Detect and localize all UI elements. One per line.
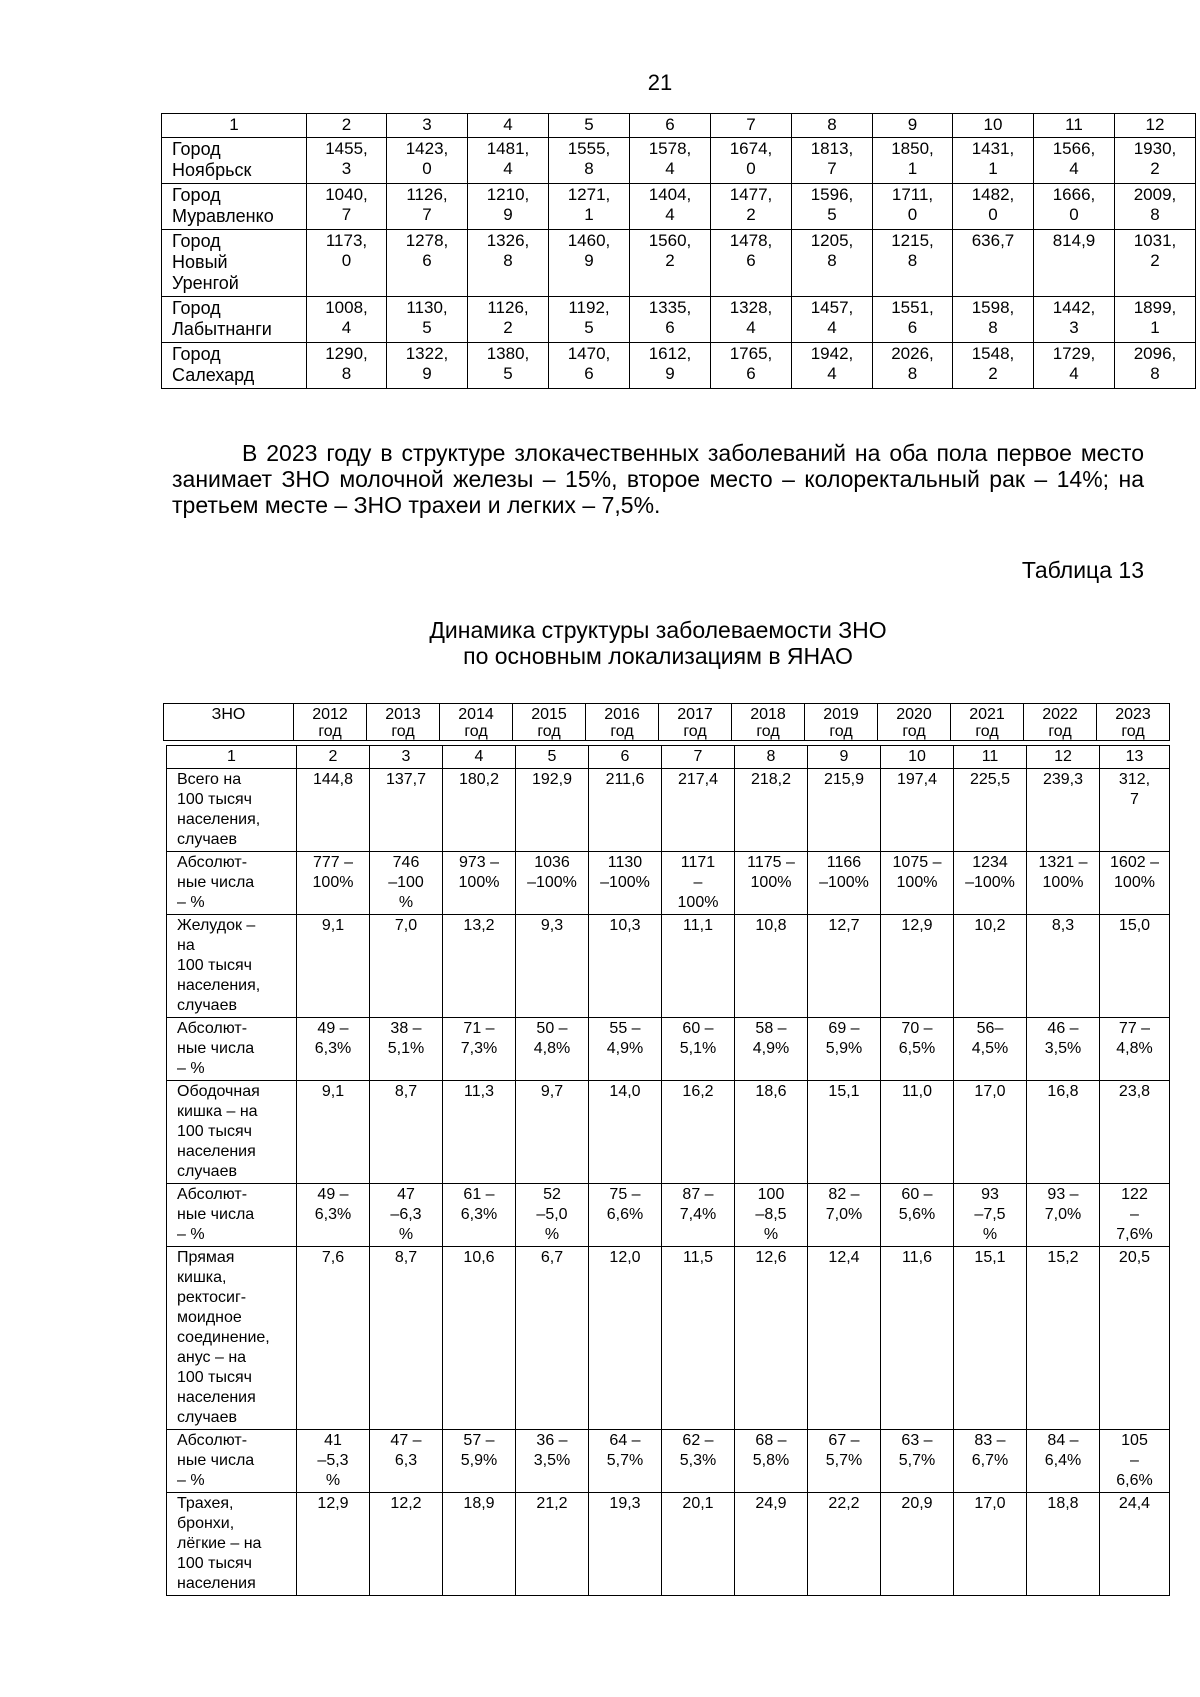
value-cell: 1457, 4 bbox=[792, 297, 873, 343]
value-cell: 8,7 bbox=[370, 1081, 443, 1184]
value-cell: 1166 –100% bbox=[808, 852, 881, 915]
value-cell: 1711, 0 bbox=[873, 184, 953, 230]
table-header-row bbox=[164, 704, 1170, 741]
column-number-cell: 11 bbox=[954, 746, 1027, 769]
table-row bbox=[162, 343, 1196, 389]
value-cell: 49 – 6,3% bbox=[297, 1018, 370, 1081]
column-number-cell: 13 bbox=[1100, 746, 1170, 769]
value-cell: 1460, 9 bbox=[549, 230, 630, 297]
value-cell: 215,9 bbox=[808, 769, 881, 852]
value-cell: 46 – 3,5% bbox=[1027, 1018, 1100, 1081]
value-cell: 24,4 bbox=[1100, 1493, 1170, 1596]
table-row bbox=[167, 852, 1170, 915]
value-cell: 2026, 8 bbox=[873, 343, 953, 389]
value-cell: 1765, 6 bbox=[711, 343, 792, 389]
value-cell: 1674, 0 bbox=[711, 138, 792, 184]
value-cell: 55 – 4,9% bbox=[589, 1018, 662, 1081]
value-cell: 49 – 6,3% bbox=[297, 1184, 370, 1247]
value-cell: 1442, 3 bbox=[1034, 297, 1115, 343]
value-cell: 1899, 1 bbox=[1115, 297, 1196, 343]
page-number: 21 bbox=[647, 70, 673, 95]
column-number-cell: 6 bbox=[630, 114, 711, 138]
column-header-cell: ЗНО bbox=[164, 704, 294, 741]
value-cell: 9,7 bbox=[516, 1081, 589, 1184]
column-header-cell: 2023 год bbox=[1097, 704, 1170, 741]
table-row bbox=[167, 1430, 1170, 1493]
column-header-cell: 2022 год bbox=[1024, 704, 1097, 741]
value-cell: 10,2 bbox=[954, 915, 1027, 1018]
column-header-cell: 2013 год bbox=[367, 704, 440, 741]
column-header-cell: 2017 год bbox=[659, 704, 732, 741]
value-cell: 2009, 8 bbox=[1115, 184, 1196, 230]
value-cell: 18,9 bbox=[443, 1493, 516, 1596]
value-cell: 15,1 bbox=[954, 1247, 1027, 1430]
value-cell: 1566, 4 bbox=[1034, 138, 1115, 184]
row-name-cell: Прямая кишка, ректосиг- моидное соединение, анус – на 100 тысяч населения случаев bbox=[167, 1247, 297, 1430]
column-header-cell: 2015 год bbox=[513, 704, 586, 741]
table-row bbox=[167, 769, 1170, 852]
column-header-cell: 2021 год bbox=[951, 704, 1024, 741]
value-cell: 47 – 6,3 bbox=[370, 1430, 443, 1493]
column-header-cell: 2012 год bbox=[294, 704, 367, 741]
value-cell: 12,4 bbox=[808, 1247, 881, 1430]
value-cell: 180,2 bbox=[443, 769, 516, 852]
value-cell: 1596, 5 bbox=[792, 184, 873, 230]
value-cell: 1548, 2 bbox=[953, 343, 1034, 389]
value-cell: 93 –7,5 % bbox=[954, 1184, 1027, 1247]
value-cell: 9,1 bbox=[297, 1081, 370, 1184]
value-cell: 211,6 bbox=[589, 769, 662, 852]
value-cell: 1551, 6 bbox=[873, 297, 953, 343]
column-number-cell: 4 bbox=[468, 114, 549, 138]
value-cell: 47 –6,3 % bbox=[370, 1184, 443, 1247]
value-cell: 14,0 bbox=[589, 1081, 662, 1184]
column-number-cell: 9 bbox=[808, 746, 881, 769]
table-header-row bbox=[162, 114, 1196, 138]
value-cell: 13,2 bbox=[443, 915, 516, 1018]
table-row bbox=[167, 1493, 1170, 1596]
value-cell: 105 – 6,6% bbox=[1100, 1430, 1170, 1493]
row-name-cell: Всего на 100 тысяч населения, случаев bbox=[167, 769, 297, 852]
value-cell: 225,5 bbox=[954, 769, 1027, 852]
table-title-line-2: по основным локализациям в ЯНАО bbox=[463, 643, 853, 669]
row-name-cell: Город Лабытнанги bbox=[162, 297, 307, 343]
paragraph-text: В 2023 году в структуре злокачественных заболеваний на оба пола первое место занимает ЗНО молочной железы – 15%, второе место – колоректальный рак – 14%; на третьем месте – ЗНО трахеи и легких – 7,5%. bbox=[172, 440, 1144, 518]
value-cell: 60 – 5,1% bbox=[662, 1018, 735, 1081]
value-cell: 15,0 bbox=[1100, 915, 1170, 1018]
value-cell: 70 – 6,5% bbox=[881, 1018, 954, 1081]
value-cell: 77 – 4,8% bbox=[1100, 1018, 1170, 1081]
value-cell: 11,6 bbox=[881, 1247, 954, 1430]
value-cell: 9,1 bbox=[297, 915, 370, 1018]
value-cell: 1470, 6 bbox=[549, 343, 630, 389]
value-cell: 1171 – 100% bbox=[662, 852, 735, 915]
column-header-cell: 2019 год bbox=[805, 704, 878, 741]
body-paragraph bbox=[172, 440, 1144, 518]
value-cell: 1126, 2 bbox=[468, 297, 549, 343]
column-number-cell: 12 bbox=[1027, 746, 1100, 769]
value-cell: 1278, 6 bbox=[387, 230, 468, 297]
value-cell: 93 – 7,0% bbox=[1027, 1184, 1100, 1247]
value-cell: 2096, 8 bbox=[1115, 343, 1196, 389]
row-name-cell: Город Ноябрьск bbox=[162, 138, 307, 184]
column-number-cell: 1 bbox=[162, 114, 307, 138]
row-name-cell: Желудок – на 100 тысяч населения, случаев bbox=[167, 915, 297, 1018]
value-cell: 1215, 8 bbox=[873, 230, 953, 297]
value-cell: 1210, 9 bbox=[468, 184, 549, 230]
value-cell: 12,0 bbox=[589, 1247, 662, 1430]
row-name-cell: Город Муравленко bbox=[162, 184, 307, 230]
value-cell: 87 – 7,4% bbox=[662, 1184, 735, 1247]
value-cell: 1578, 4 bbox=[630, 138, 711, 184]
value-cell: 17,0 bbox=[954, 1493, 1027, 1596]
value-cell: 10,8 bbox=[735, 915, 808, 1018]
column-number-cell: 1 bbox=[167, 746, 297, 769]
value-cell: 56– 4,5% bbox=[954, 1018, 1027, 1081]
value-cell: 22,2 bbox=[808, 1493, 881, 1596]
value-cell: 18,8 bbox=[1027, 1493, 1100, 1596]
value-cell: 1205, 8 bbox=[792, 230, 873, 297]
row-name-cell: Абсолют- ные числа – % bbox=[167, 1430, 297, 1493]
value-cell: 1930, 2 bbox=[1115, 138, 1196, 184]
column-number-cell: 11 bbox=[1034, 114, 1115, 138]
value-cell: 1481, 4 bbox=[468, 138, 549, 184]
table-row bbox=[162, 184, 1196, 230]
column-number-cell: 6 bbox=[589, 746, 662, 769]
value-cell: 15,2 bbox=[1027, 1247, 1100, 1430]
value-cell: 7,0 bbox=[370, 915, 443, 1018]
value-cell: 1321 – 100% bbox=[1027, 852, 1100, 915]
value-cell: 1130, 5 bbox=[387, 297, 468, 343]
value-cell: 100 –8,5 % bbox=[735, 1184, 808, 1247]
table-row bbox=[167, 915, 1170, 1018]
value-cell: 1598, 8 bbox=[953, 297, 1034, 343]
value-cell: 1666, 0 bbox=[1034, 184, 1115, 230]
value-cell: 1335, 6 bbox=[630, 297, 711, 343]
value-cell: 1729, 4 bbox=[1034, 343, 1115, 389]
value-cell: 18,6 bbox=[735, 1081, 808, 1184]
value-cell: 16,2 bbox=[662, 1081, 735, 1184]
column-number-cell: 5 bbox=[516, 746, 589, 769]
value-cell: 64 – 5,7% bbox=[589, 1430, 662, 1493]
value-cell: 1404, 4 bbox=[630, 184, 711, 230]
value-cell: 1031, 2 bbox=[1115, 230, 1196, 297]
table-row bbox=[162, 297, 1196, 343]
column-number-cell: 10 bbox=[881, 746, 954, 769]
table-row bbox=[162, 230, 1196, 297]
column-number-cell: 3 bbox=[387, 114, 468, 138]
value-cell: 1175 – 100% bbox=[735, 852, 808, 915]
value-cell: 19,3 bbox=[589, 1493, 662, 1596]
value-cell: 1813, 7 bbox=[792, 138, 873, 184]
value-cell: 63 – 5,7% bbox=[881, 1430, 954, 1493]
value-cell: 1942, 4 bbox=[792, 343, 873, 389]
value-cell: 1455, 3 bbox=[307, 138, 387, 184]
value-cell: 60 – 5,6% bbox=[881, 1184, 954, 1247]
column-number-cell: 7 bbox=[711, 114, 792, 138]
value-cell: 69 – 5,9% bbox=[808, 1018, 881, 1081]
value-cell: 11,5 bbox=[662, 1247, 735, 1430]
value-cell: 814,9 bbox=[1034, 230, 1115, 297]
value-cell: 24,9 bbox=[735, 1493, 808, 1596]
value-cell: 1008, 4 bbox=[307, 297, 387, 343]
value-cell: 1560, 2 bbox=[630, 230, 711, 297]
value-cell: 12,7 bbox=[808, 915, 881, 1018]
table-label: Таблица 13 bbox=[1021, 557, 1144, 583]
row-name-cell: Абсолют- ные числа – % bbox=[167, 1018, 297, 1081]
cities-table bbox=[161, 113, 1196, 389]
value-cell: 1271, 1 bbox=[549, 184, 630, 230]
value-cell: 1478, 6 bbox=[711, 230, 792, 297]
value-cell: 82 – 7,0% bbox=[808, 1184, 881, 1247]
row-name-cell: Абсолют- ные числа – % bbox=[167, 852, 297, 915]
column-number-cell: 7 bbox=[662, 746, 735, 769]
value-cell: 23,8 bbox=[1100, 1081, 1170, 1184]
value-cell: 1423, 0 bbox=[387, 138, 468, 184]
value-cell: 192,9 bbox=[516, 769, 589, 852]
value-cell: 1555, 8 bbox=[549, 138, 630, 184]
value-cell: 1482, 0 bbox=[953, 184, 1034, 230]
value-cell: 1290, 8 bbox=[307, 343, 387, 389]
value-cell: 8,3 bbox=[1027, 915, 1100, 1018]
value-cell: 10,3 bbox=[589, 915, 662, 1018]
value-cell: 746 –100 % bbox=[370, 852, 443, 915]
value-cell: 68 – 5,8% bbox=[735, 1430, 808, 1493]
table-title-line-1: Динамика структуры заболеваемости ЗНО bbox=[429, 617, 887, 643]
row-name-cell: Город Салехард bbox=[162, 343, 307, 389]
value-cell: 1192, 5 bbox=[549, 297, 630, 343]
value-cell: 636,7 bbox=[953, 230, 1034, 297]
column-number-cell: 2 bbox=[297, 746, 370, 769]
value-cell: 1850, 1 bbox=[873, 138, 953, 184]
value-cell: 16,8 bbox=[1027, 1081, 1100, 1184]
value-cell: 777 – 100% bbox=[297, 852, 370, 915]
value-cell: 1328, 4 bbox=[711, 297, 792, 343]
value-cell: 10,6 bbox=[443, 1247, 516, 1430]
value-cell: 20,5 bbox=[1100, 1247, 1170, 1430]
value-cell: 1431, 1 bbox=[953, 138, 1034, 184]
column-number-cell: 3 bbox=[370, 746, 443, 769]
value-cell: 15,1 bbox=[808, 1081, 881, 1184]
value-cell: 83 – 6,7% bbox=[954, 1430, 1027, 1493]
value-cell: 973 – 100% bbox=[443, 852, 516, 915]
value-cell: 137,7 bbox=[370, 769, 443, 852]
row-name-cell: Город Новый Уренгой bbox=[162, 230, 307, 297]
table13 bbox=[166, 745, 1170, 1596]
value-cell: 1126, 7 bbox=[387, 184, 468, 230]
column-number-cell: 12 bbox=[1115, 114, 1196, 138]
value-cell: 75 – 6,6% bbox=[589, 1184, 662, 1247]
value-cell: 38 – 5,1% bbox=[370, 1018, 443, 1081]
column-number-cell: 8 bbox=[735, 746, 808, 769]
value-cell: 71 – 7,3% bbox=[443, 1018, 516, 1081]
value-cell: 52 –5,0 % bbox=[516, 1184, 589, 1247]
value-cell: 1234 –100% bbox=[954, 852, 1027, 915]
value-cell: 12,6 bbox=[735, 1247, 808, 1430]
value-cell: 197,4 bbox=[881, 769, 954, 852]
value-cell: 20,1 bbox=[662, 1493, 735, 1596]
value-cell: 50 – 4,8% bbox=[516, 1018, 589, 1081]
value-cell: 17,0 bbox=[954, 1081, 1027, 1184]
value-cell: 1036 –100% bbox=[516, 852, 589, 915]
column-number-cell: 8 bbox=[792, 114, 873, 138]
column-number-cell: 10 bbox=[953, 114, 1034, 138]
value-cell: 1380, 5 bbox=[468, 343, 549, 389]
column-header-cell: 2020 год bbox=[878, 704, 951, 741]
value-cell: 36 – 3,5% bbox=[516, 1430, 589, 1493]
value-cell: 1326, 8 bbox=[468, 230, 549, 297]
value-cell: 1173, 0 bbox=[307, 230, 387, 297]
table-title bbox=[348, 617, 968, 669]
column-number-cell: 9 bbox=[873, 114, 953, 138]
column-header-cell: 2018 год bbox=[732, 704, 805, 741]
value-cell: 11,1 bbox=[662, 915, 735, 1018]
column-number-cell: 2 bbox=[307, 114, 387, 138]
table-row bbox=[162, 138, 1196, 184]
column-number-cell: 5 bbox=[549, 114, 630, 138]
value-cell: 84 – 6,4% bbox=[1027, 1430, 1100, 1493]
value-cell: 67 – 5,7% bbox=[808, 1430, 881, 1493]
value-cell: 8,7 bbox=[370, 1247, 443, 1430]
value-cell: 239,3 bbox=[1027, 769, 1100, 852]
value-cell: 21,2 bbox=[516, 1493, 589, 1596]
table13-header bbox=[163, 703, 1170, 741]
table-row bbox=[167, 1081, 1170, 1184]
table-row bbox=[167, 1247, 1170, 1430]
value-cell: 217,4 bbox=[662, 769, 735, 852]
value-cell: 1322, 9 bbox=[387, 343, 468, 389]
value-cell: 62 – 5,3% bbox=[662, 1430, 735, 1493]
table-row bbox=[167, 1184, 1170, 1247]
row-name-cell: Абсолют- ные числа – % bbox=[167, 1184, 297, 1247]
value-cell: 57 – 5,9% bbox=[443, 1430, 516, 1493]
value-cell: 41 –5,3 % bbox=[297, 1430, 370, 1493]
value-cell: 144,8 bbox=[297, 769, 370, 852]
column-header-cell: 2016 год bbox=[586, 704, 659, 741]
value-cell: 1075 – 100% bbox=[881, 852, 954, 915]
value-cell: 122 – 7,6% bbox=[1100, 1184, 1170, 1247]
value-cell: 1130 –100% bbox=[589, 852, 662, 915]
value-cell: 20,9 bbox=[881, 1493, 954, 1596]
value-cell: 6,7 bbox=[516, 1247, 589, 1430]
column-numbering-row bbox=[167, 746, 1170, 769]
value-cell: 12,9 bbox=[297, 1493, 370, 1596]
column-number-cell: 4 bbox=[443, 746, 516, 769]
value-cell: 1612, 9 bbox=[630, 343, 711, 389]
value-cell: 11,3 bbox=[443, 1081, 516, 1184]
value-cell: 61 – 6,3% bbox=[443, 1184, 516, 1247]
value-cell: 1602 – 100% bbox=[1100, 852, 1170, 915]
row-name-cell: Трахея, бронхи, лёгкие – на 100 тысяч населения bbox=[167, 1493, 297, 1596]
value-cell: 58 – 4,9% bbox=[735, 1018, 808, 1081]
value-cell: 9,3 bbox=[516, 915, 589, 1018]
value-cell: 11,0 bbox=[881, 1081, 954, 1184]
value-cell: 218,2 bbox=[735, 769, 808, 852]
value-cell: 1477, 2 bbox=[711, 184, 792, 230]
row-name-cell: Ободочная кишка – на 100 тысяч населения случаев bbox=[167, 1081, 297, 1184]
column-header-cell: 2014 год bbox=[440, 704, 513, 741]
value-cell: 1040, 7 bbox=[307, 184, 387, 230]
value-cell: 312, 7 bbox=[1100, 769, 1170, 852]
value-cell: 7,6 bbox=[297, 1247, 370, 1430]
value-cell: 12,9 bbox=[881, 915, 954, 1018]
value-cell: 12,2 bbox=[370, 1493, 443, 1596]
table-row bbox=[167, 1018, 1170, 1081]
